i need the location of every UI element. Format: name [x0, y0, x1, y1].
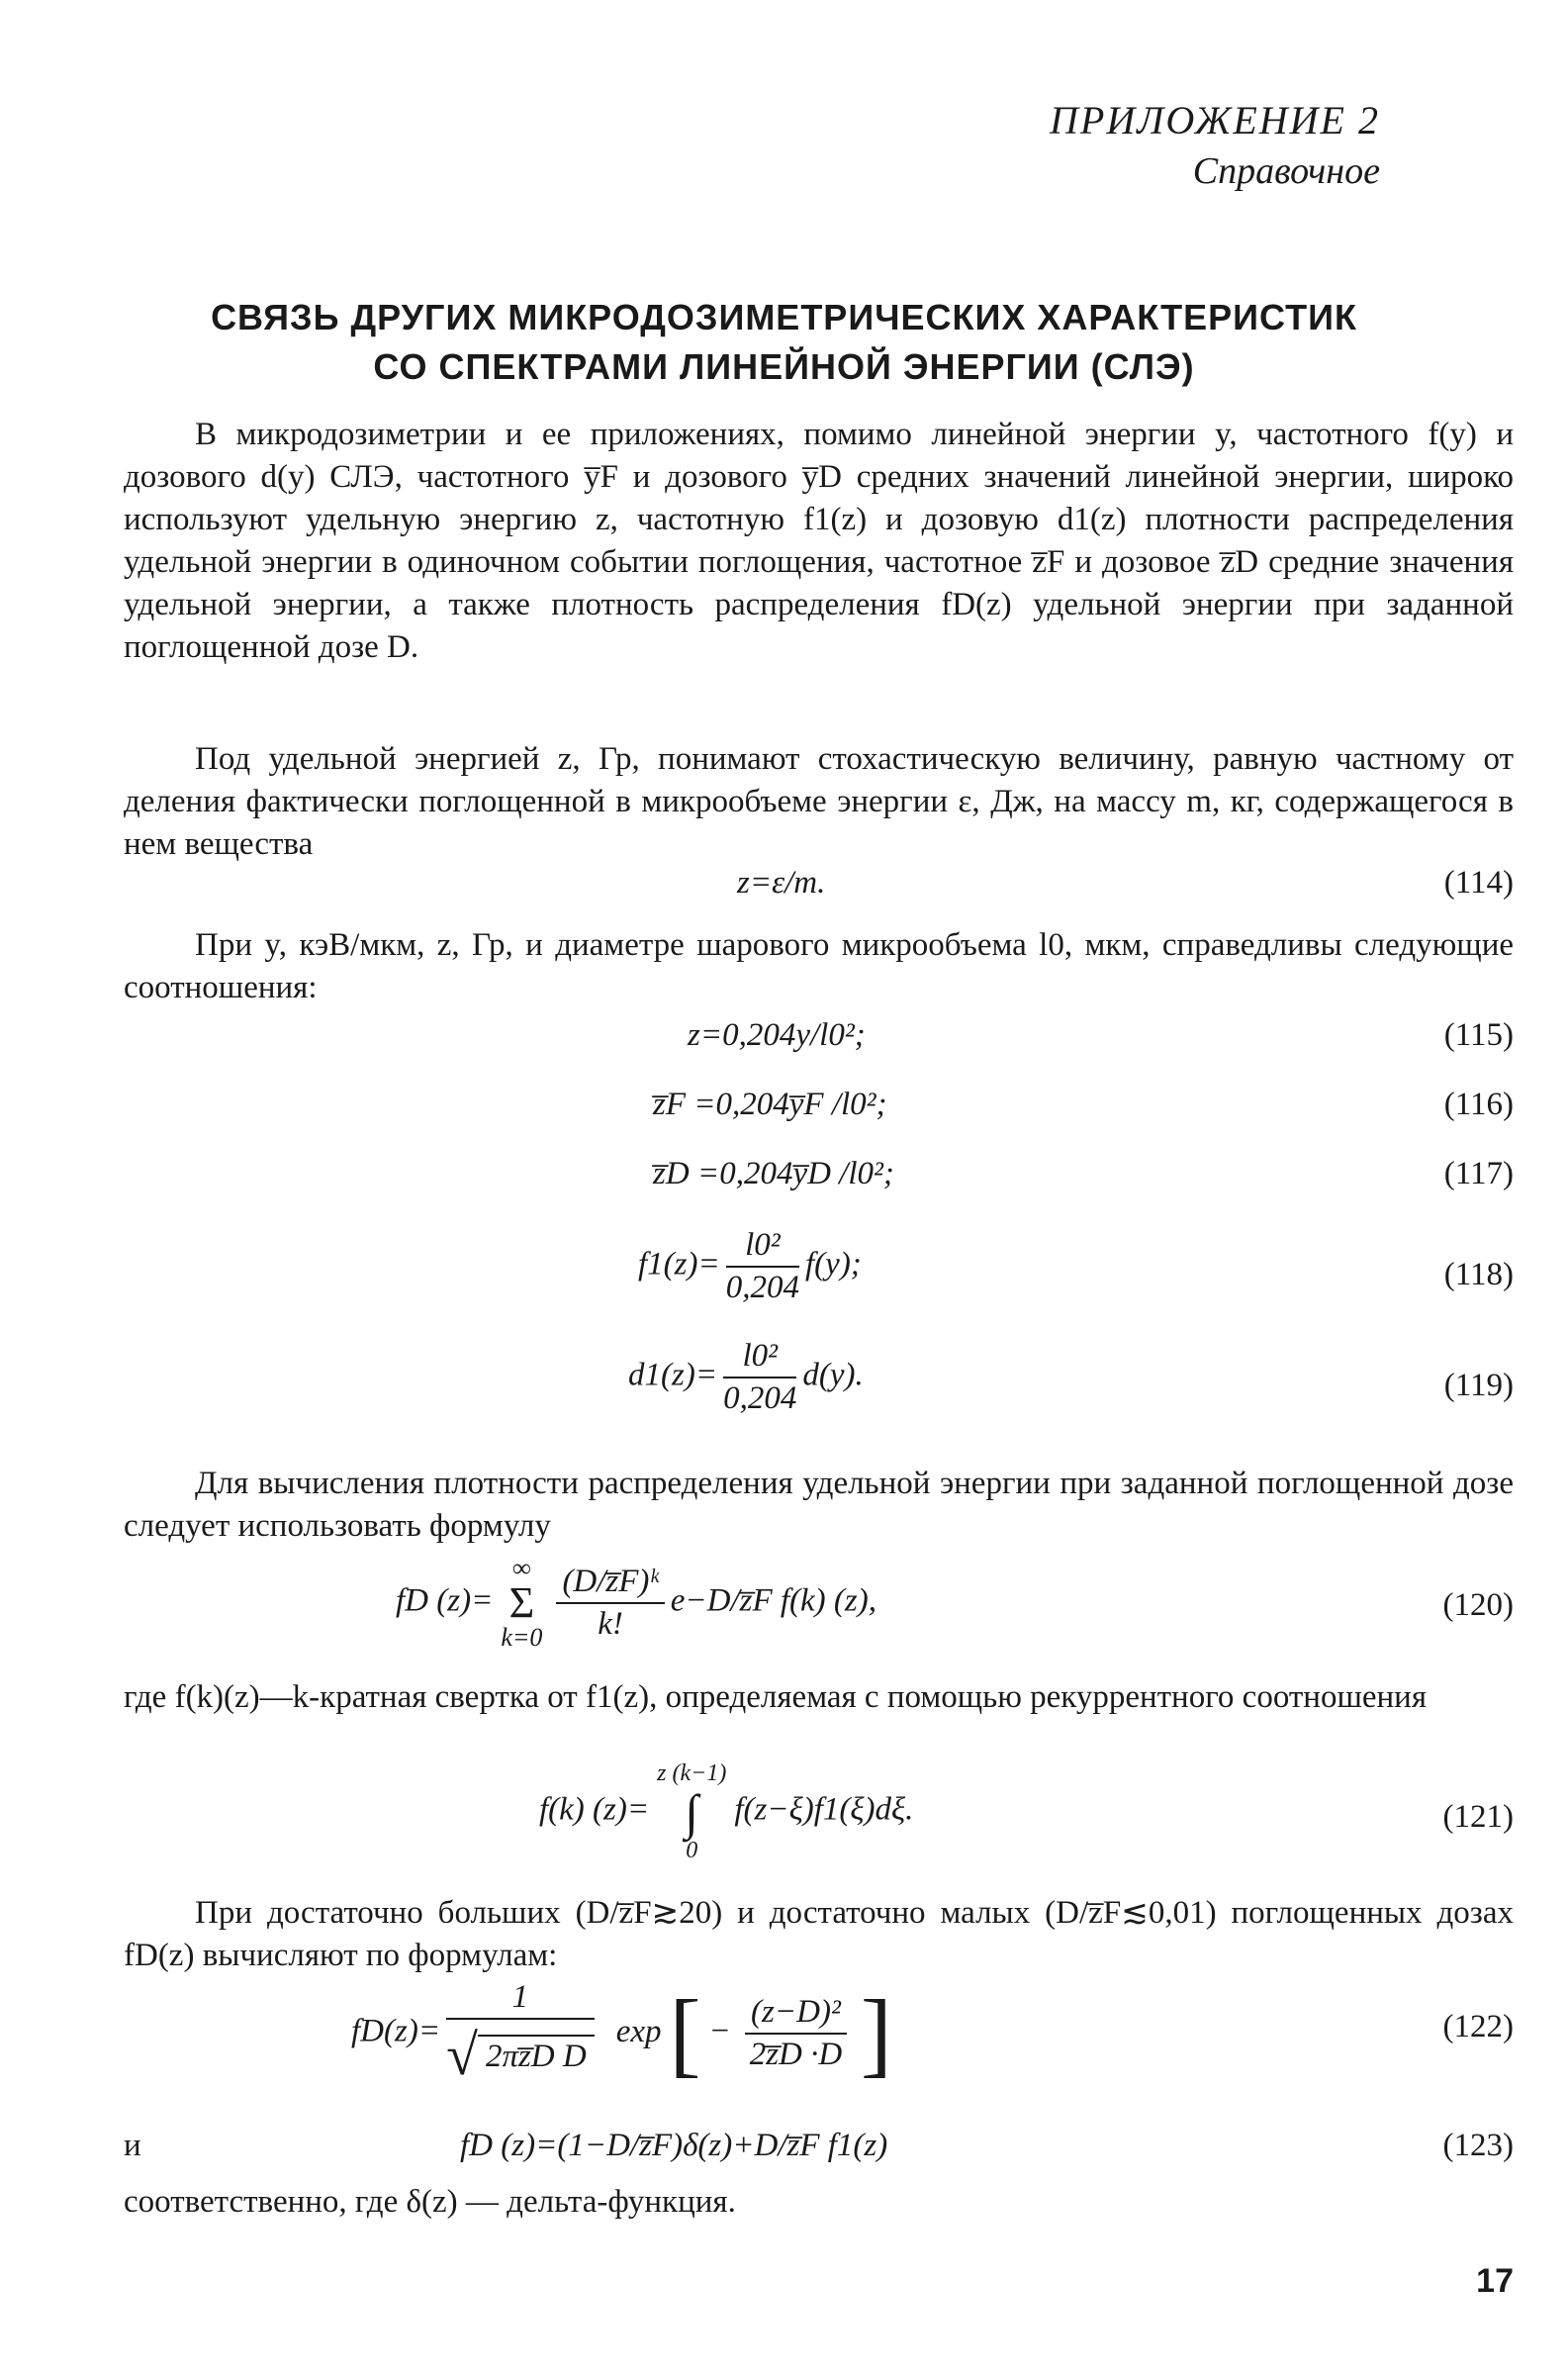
right-bracket-icon: ] — [860, 1980, 892, 2086]
equation-120-rhs: e−D/z̅F f(k) (z), — [670, 1582, 876, 1619]
equation-119-fraction — [723, 1338, 796, 1417]
paragraph-density-text: Для вычисления плотности распределения удельной энергии при заданной поглощенной дозе следует использовать формулу — [124, 1466, 1514, 1544]
equation-115 — [124, 1017, 1514, 1077]
sum-symbol-icon: ∞ Σ k=0 — [501, 1554, 543, 1652]
equation-122-number: (122) — [1442, 2009, 1514, 2044]
equation-118-numerator: l0² — [726, 1227, 799, 1268]
equation-118-rhs: f(y); — [805, 1246, 862, 1282]
appendix-label: ПРИЛОЖЕНИЕ 2 — [1050, 98, 1380, 142]
paragraph-limits — [124, 1892, 1514, 1977]
equation-122-fraction — [446, 1979, 595, 2088]
equation-119-rhs: d(y). — [802, 1357, 864, 1393]
equation-119-expr — [628, 1338, 864, 1417]
section-title — [119, 293, 1449, 392]
equation-123 — [124, 2128, 1514, 2187]
equation-118-denominator: 0,204 — [725, 1270, 800, 1305]
equation-119-number: (119) — [1443, 1368, 1514, 1403]
equation-121-lhs: f(k) (z)= — [539, 1791, 650, 1828]
paragraph-closing — [124, 2181, 1514, 2224]
paragraph-density — [124, 1463, 1514, 1548]
equation-116-expr: z̅F =0,204y̅F /l0²; — [653, 1087, 887, 1122]
equation-121-rhs: f(z−ξ)f1(ξ)dξ. — [734, 1791, 914, 1828]
paragraph-limits-text: При достаточно больших (D/z̅F≳20) и достаточно малых (D/z̅F≲0,01) поглощенных дозах fD(z) вычисляют по формулам: — [124, 1895, 1514, 1973]
equation-123-number: (123) — [1442, 2128, 1514, 2163]
paragraph-closing-text: соответственно, где δ(z) — дельта-функция. — [124, 2184, 736, 2220]
equation-118-number: (118) — [1443, 1257, 1514, 1292]
equation-121-int-bottom: 0 — [686, 1838, 698, 1863]
equation-115-expr: z=0,204y/l0²; — [688, 1017, 866, 1053]
equation-121-int-top: z — [657, 1760, 667, 1786]
page-number: 17 — [1476, 2262, 1514, 2300]
equation-115-number: (115) — [1443, 1017, 1514, 1053]
equation-119-denominator: 0,204 — [723, 1380, 797, 1416]
equation-122 — [124, 1979, 1514, 2108]
equation-116-number: (116) — [1443, 1087, 1514, 1122]
equation-120-fraction — [556, 1564, 664, 1643]
equation-120 — [124, 1554, 1514, 1662]
appendix-header — [1050, 97, 1380, 193]
equation-121-int-extra: (k−1) — [672, 1760, 727, 1786]
equation-117-number: (117) — [1443, 1156, 1514, 1191]
paragraph-definition-text: Под удельной энергией z, Гр, понимают стохастическую величину, равную частному от деления фактически поглощенной в микрообъеме энергии ε, Дж, на массу m, кг, содержащегося в нем вещества — [124, 741, 1514, 862]
equation-121-number: (121) — [1442, 1799, 1514, 1835]
equation-123-expr: fD (z)=(1−D/z̅F)δ(z)+D/z̅F f1(z) — [460, 2128, 888, 2163]
equation-123-and: и — [124, 2128, 141, 2163]
equation-118-expr — [638, 1227, 862, 1306]
equation-114 — [124, 865, 1514, 924]
equation-120-numerator: (D/z̅F)ᵏ — [556, 1564, 664, 1604]
equation-122-inner-denominator: 2z̅D ·D — [749, 2037, 843, 2072]
appendix-sublabel: Справочное — [1192, 150, 1380, 192]
paragraph-convolution-text: где f(k)(z)—k-кратная свертка от f1(z), определяемая с помощью рекуррентного соотношения — [124, 1679, 1428, 1715]
paragraph-intro — [124, 414, 1514, 669]
equation-120-lhs: fD (z)= — [396, 1582, 494, 1619]
equation-122-radicand: 2πz̅D D — [478, 2035, 595, 2075]
paragraph-relations — [124, 924, 1514, 1009]
equation-114-expr: z=ε/m. — [737, 865, 826, 901]
equation-120-sum-top: ∞ — [512, 1554, 531, 1582]
equation-122-numerator: 1 — [446, 1979, 595, 2020]
sqrt-symbol-icon: √ 2πz̅D D — [446, 2022, 595, 2088]
equation-122-lhs: fD(z)= — [351, 2013, 441, 2049]
equation-120-number: (120) — [1442, 1587, 1514, 1623]
paragraph-relations-text: При y, кэВ/мкм, z, Гр, и диаметре шарового микрообъема l0, мкм, справедливы следующие соотношения: — [124, 927, 1514, 1005]
equation-116 — [124, 1087, 1514, 1146]
equation-119-lhs: d1(z)= — [628, 1357, 718, 1393]
equation-117-expr: z̅D =0,204y̅D /l0²; — [653, 1156, 894, 1191]
equation-122-exp: exp — [615, 2013, 662, 2049]
equation-114-number: (114) — [1443, 865, 1514, 901]
equation-117 — [124, 1156, 1514, 1215]
equation-120-expr — [396, 1554, 876, 1653]
equation-120-denominator: k! — [598, 1606, 623, 1642]
section-title-line2: СО СПЕКТРАМИ ЛИНЕЙНОЙ ЭНЕРГИИ (СЛЭ) — [373, 346, 1195, 387]
paragraph-convolution — [124, 1676, 1514, 1719]
equation-122-expr: fD(z)= $\frac{1}{\text{√ 2πz̅D D}}$ exp[ − $\frac{\text{(z−D)²}}{2z̅D \cdot D}$ ] — [351, 1979, 892, 2087]
equation-118-fraction — [726, 1227, 799, 1306]
equation-121-expr — [539, 1759, 913, 1864]
equation-118-lhs: f1(z)= — [638, 1246, 720, 1282]
equation-122-denominator — [446, 2020, 595, 2088]
equation-119-numerator: l0² — [723, 1338, 796, 1378]
paragraph-intro-text: В микродозиметрии и ее приложениях, помимо линейной энергии y, частотного f(y) и дозового d(y) СЛЭ, частотного y̅F и дозового y̅D средних значений линейной энергии, широко используют удельную энергию z, частотную f1(z) и дозовую d1(z) плотности распределения удельной энергии в одиночном событии поглощения, частотное z̅F и дозовое z̅D средние значения удельной энергии, а также плотность распределения fD(z) удельной энергии при заданной поглощенной дозе D. — [124, 417, 1514, 665]
equation-122-inner-numerator: (z−D)² — [745, 1994, 847, 2035]
equation-119 — [124, 1338, 1514, 1447]
integral-symbol-icon: z (k−1) ∫ 0 — [657, 1760, 727, 1863]
left-bracket-icon: [ — [669, 1980, 701, 2086]
equation-120-sum-bottom: k=0 — [501, 1623, 543, 1652]
paragraph-definition — [124, 738, 1514, 866]
equation-121 — [124, 1759, 1514, 1878]
section-title-line1: СВЯЗЬ ДРУГИХ МИКРОДОЗИМЕТРИЧЕСКИХ ХАРАКТЕРИСТИК — [211, 297, 1357, 337]
equation-122-inner-fraction — [745, 1994, 847, 2073]
equation-118 — [124, 1227, 1514, 1336]
